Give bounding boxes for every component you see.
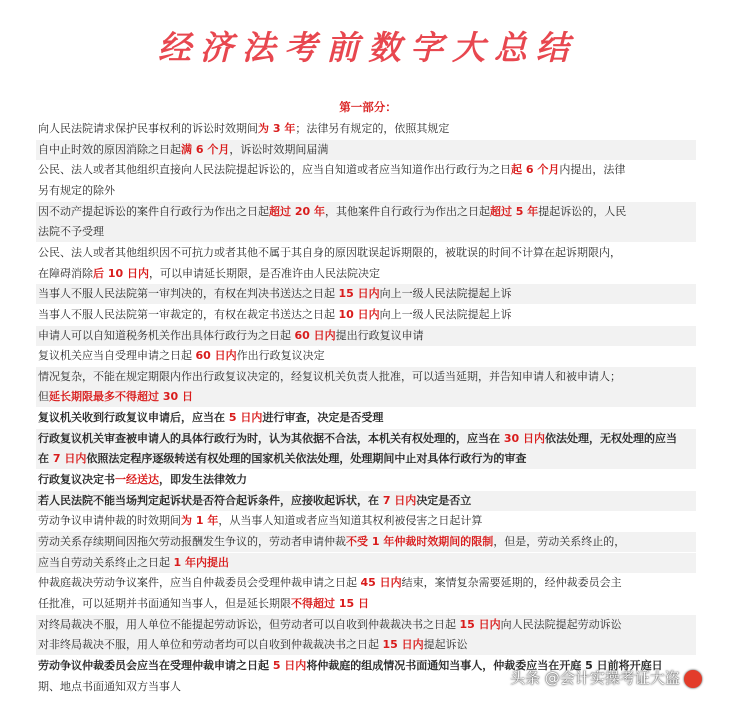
line-text: 应当自劳动关系终止之日起 [38, 555, 174, 569]
highlighted-number: 一经送达 [115, 473, 159, 487]
text-line [36, 305, 696, 325]
text-line [36, 532, 696, 552]
text-line [36, 346, 696, 366]
line-text: 结束，案情复杂需要延期的，经仲裁委员会主 [401, 576, 622, 590]
line-text: 仲裁庭裁决劳动争议案件，应当自仲裁委员会受理仲裁申请之日起 [38, 576, 361, 590]
text-line [36, 160, 696, 180]
line-text: ；法律另有规定的，依照其规定 [295, 122, 450, 135]
line-text: ，从当事人知道或者应当知道其权利被侵害之日起计算 [218, 514, 483, 528]
text-line [36, 615, 696, 635]
line-text: 提出行政复议申请 [335, 328, 424, 342]
highlighted-number: 为 1 年 [181, 514, 219, 528]
line-text: 期、地点书面通知双方当事人 [38, 679, 181, 693]
text-line [36, 284, 696, 304]
highlighted-number: 60 日内 [195, 349, 237, 363]
text-line [36, 408, 696, 428]
line-text: 内提出，法律 [559, 163, 626, 177]
highlighted-number: 超过 5 年 [489, 204, 539, 218]
highlighted-number: 1 年内提出 [173, 555, 229, 569]
line-text: 决定是否立 [416, 493, 472, 507]
highlighted-number: 后 10 日内 [93, 266, 149, 280]
line-text: 申请人可以自知道税务机关作出具体行政行为之日起 [38, 328, 295, 342]
line-text: 向上一级人民法院提起上诉 [379, 287, 512, 301]
text-line [36, 594, 696, 614]
text-line [36, 635, 696, 655]
line-text: ，即发生法律效力 [159, 473, 247, 487]
text-line [36, 243, 696, 263]
text-line [36, 470, 696, 490]
line-text: 依法处理，无权处理的应当 [544, 431, 677, 445]
line-text: 任批准，可以延期并书面通知当事人，但是延长期限 [38, 596, 291, 610]
highlighted-number: 7 日内 [382, 493, 417, 507]
line-text: 法院不予受理 [38, 225, 104, 239]
highlighted-number: 60 日内 [294, 328, 336, 342]
text-line [36, 553, 696, 573]
text-line [36, 264, 696, 284]
highlighted-number: 不受 1 年仲裁时效期间的限制 [346, 535, 494, 548]
highlighted-number: 延长期限最多不得超过 30 日 [49, 390, 193, 404]
highlighted-number: 45 日内 [360, 576, 402, 590]
highlighted-number: 5 日内 [228, 411, 263, 425]
line-text: 情况复杂，不能在规定期限内作出行政复议决定的，经复议机关负责人批准，可以适当延期，并告知申请人和被申请人； [38, 369, 621, 383]
line-text: 行政复议机关审查被申请人的具体行政行为时，认为其依据不合法，本机关有权处理的，应当在 [38, 431, 504, 445]
line-text: ，诉讼时效期间届满 [229, 142, 329, 156]
line-text: 作出行政复议决定 [236, 349, 325, 363]
text-line [36, 511, 696, 531]
line-text: 复议机关收到行政复议申请后，应当在 [38, 411, 229, 425]
line-text: ，可以申请延长期限，是否准许由人民法院决定 [148, 266, 380, 280]
highlighted-number: 10 日内 [338, 307, 380, 321]
text-line [36, 222, 696, 242]
line-text: 依照法定程序逐级转送有权处理的国家机关依法处理，处理期间中止对具体行政行为的审查 [86, 452, 527, 466]
line-text: ，其他案件自行政行为作出之日起 [324, 204, 490, 218]
text-line [36, 181, 696, 201]
line-text: 当事人不服人民法院第一审判决的，有权在判决书送达之日起 [38, 287, 339, 301]
line-text: 提起诉讼 [423, 638, 468, 652]
line-text: 劳动争议申请仲裁的时效期间 [38, 514, 181, 528]
highlighted-number: 满 6 个月 [181, 142, 230, 156]
line-text: 进行审查，决定是否受理 [262, 411, 384, 425]
line-text: 在 [38, 452, 53, 466]
line-text: 公民、法人或者其他组织直接向人民法院提起诉讼的，应当自知道或者应当知道作出行政行为之日 [38, 163, 511, 177]
line-text: 若人民法院不能当场判定起诉状是否符合起诉条件，应接收起诉状，在 [38, 493, 383, 507]
line-text: 劳动争议仲裁委员会应当在受理仲裁申请之日起 [38, 658, 273, 672]
text-line [36, 387, 696, 407]
text-line [36, 140, 696, 160]
highlighted-number: 起 6 个月 [511, 163, 560, 177]
line-text: 将仲裁庭的组成情况书面通知当事人，仲裁委应当在开庭 5 日前将开庭日 [306, 658, 663, 672]
text-line [36, 429, 696, 449]
line-text: 因不动产提起诉讼的案件自行政行为作出之日起 [38, 204, 269, 218]
text-line [36, 326, 696, 346]
line-text: 在障碍消除 [38, 266, 93, 280]
text-line [36, 573, 696, 593]
line-text: 当事人不服人民法院第一审裁定的，有权在裁定书送达之日起 [38, 307, 339, 321]
line-text: 另有规定的除外 [38, 183, 115, 197]
line-text: 向人民法院请求保护民事权利的诉讼时效期间 [38, 122, 258, 135]
text-line [36, 449, 696, 469]
watermark-logo-icon [684, 670, 702, 688]
line-text: 对终局裁决不服，用人单位不能提起劳动诉讼，但劳动者可以自收到仲裁裁决书之日起 [38, 617, 460, 631]
watermark-text: 头条 @会计实操考证大盗 [510, 669, 680, 687]
page-title: 经济法考前数字大总结 [158, 28, 578, 67]
highlighted-number: 7 日内 [52, 452, 87, 466]
highlighted-number: 5 日内 [272, 658, 307, 672]
highlighted-number: 30 日内 [503, 431, 545, 445]
section-heading: 第一部分： [339, 100, 397, 114]
text-line [36, 202, 696, 222]
line-text: 向上一级人民法院提起上诉 [379, 307, 512, 321]
line-text: 劳动关系存续期间因拖欠劳动报酬发生争议的，劳动者申请仲裁 [38, 535, 346, 548]
line-text: 公民、法人或者其他组织因不可抗力或者其他不属于其自身的原因耽误起诉期限的，被耽误的时间不计算在起诉期限内， [38, 245, 621, 259]
line-text: 复议机关应当自受理申请之日起 [38, 349, 196, 363]
text-line [36, 367, 696, 387]
line-text: 向人民法院提起劳动诉讼 [500, 617, 622, 631]
highlighted-number: 15 日内 [382, 638, 424, 652]
text-line [36, 491, 696, 511]
highlighted-number: 不得超过 15 日 [291, 596, 369, 610]
highlighted-number: 为 3 年 [258, 122, 296, 135]
line-text: ，但是，劳动关系终止的， [493, 535, 626, 548]
watermark [510, 667, 702, 688]
line-text: 对非终局裁决不服，用人单位和劳动者均可以自收到仲裁裁决书之日起 [38, 638, 383, 652]
line-text: 行政复议决定书 [38, 473, 115, 487]
line-text: 但 [38, 390, 49, 404]
line-text: 提起诉讼的，人民 [538, 204, 627, 218]
highlighted-number: 15 日内 [459, 617, 501, 631]
line-text: 自中止时效的原因消除之日起 [38, 142, 181, 156]
highlighted-number: 15 日内 [338, 287, 380, 301]
text-line [36, 119, 696, 139]
highlighted-number: 超过 20 年 [269, 204, 325, 218]
